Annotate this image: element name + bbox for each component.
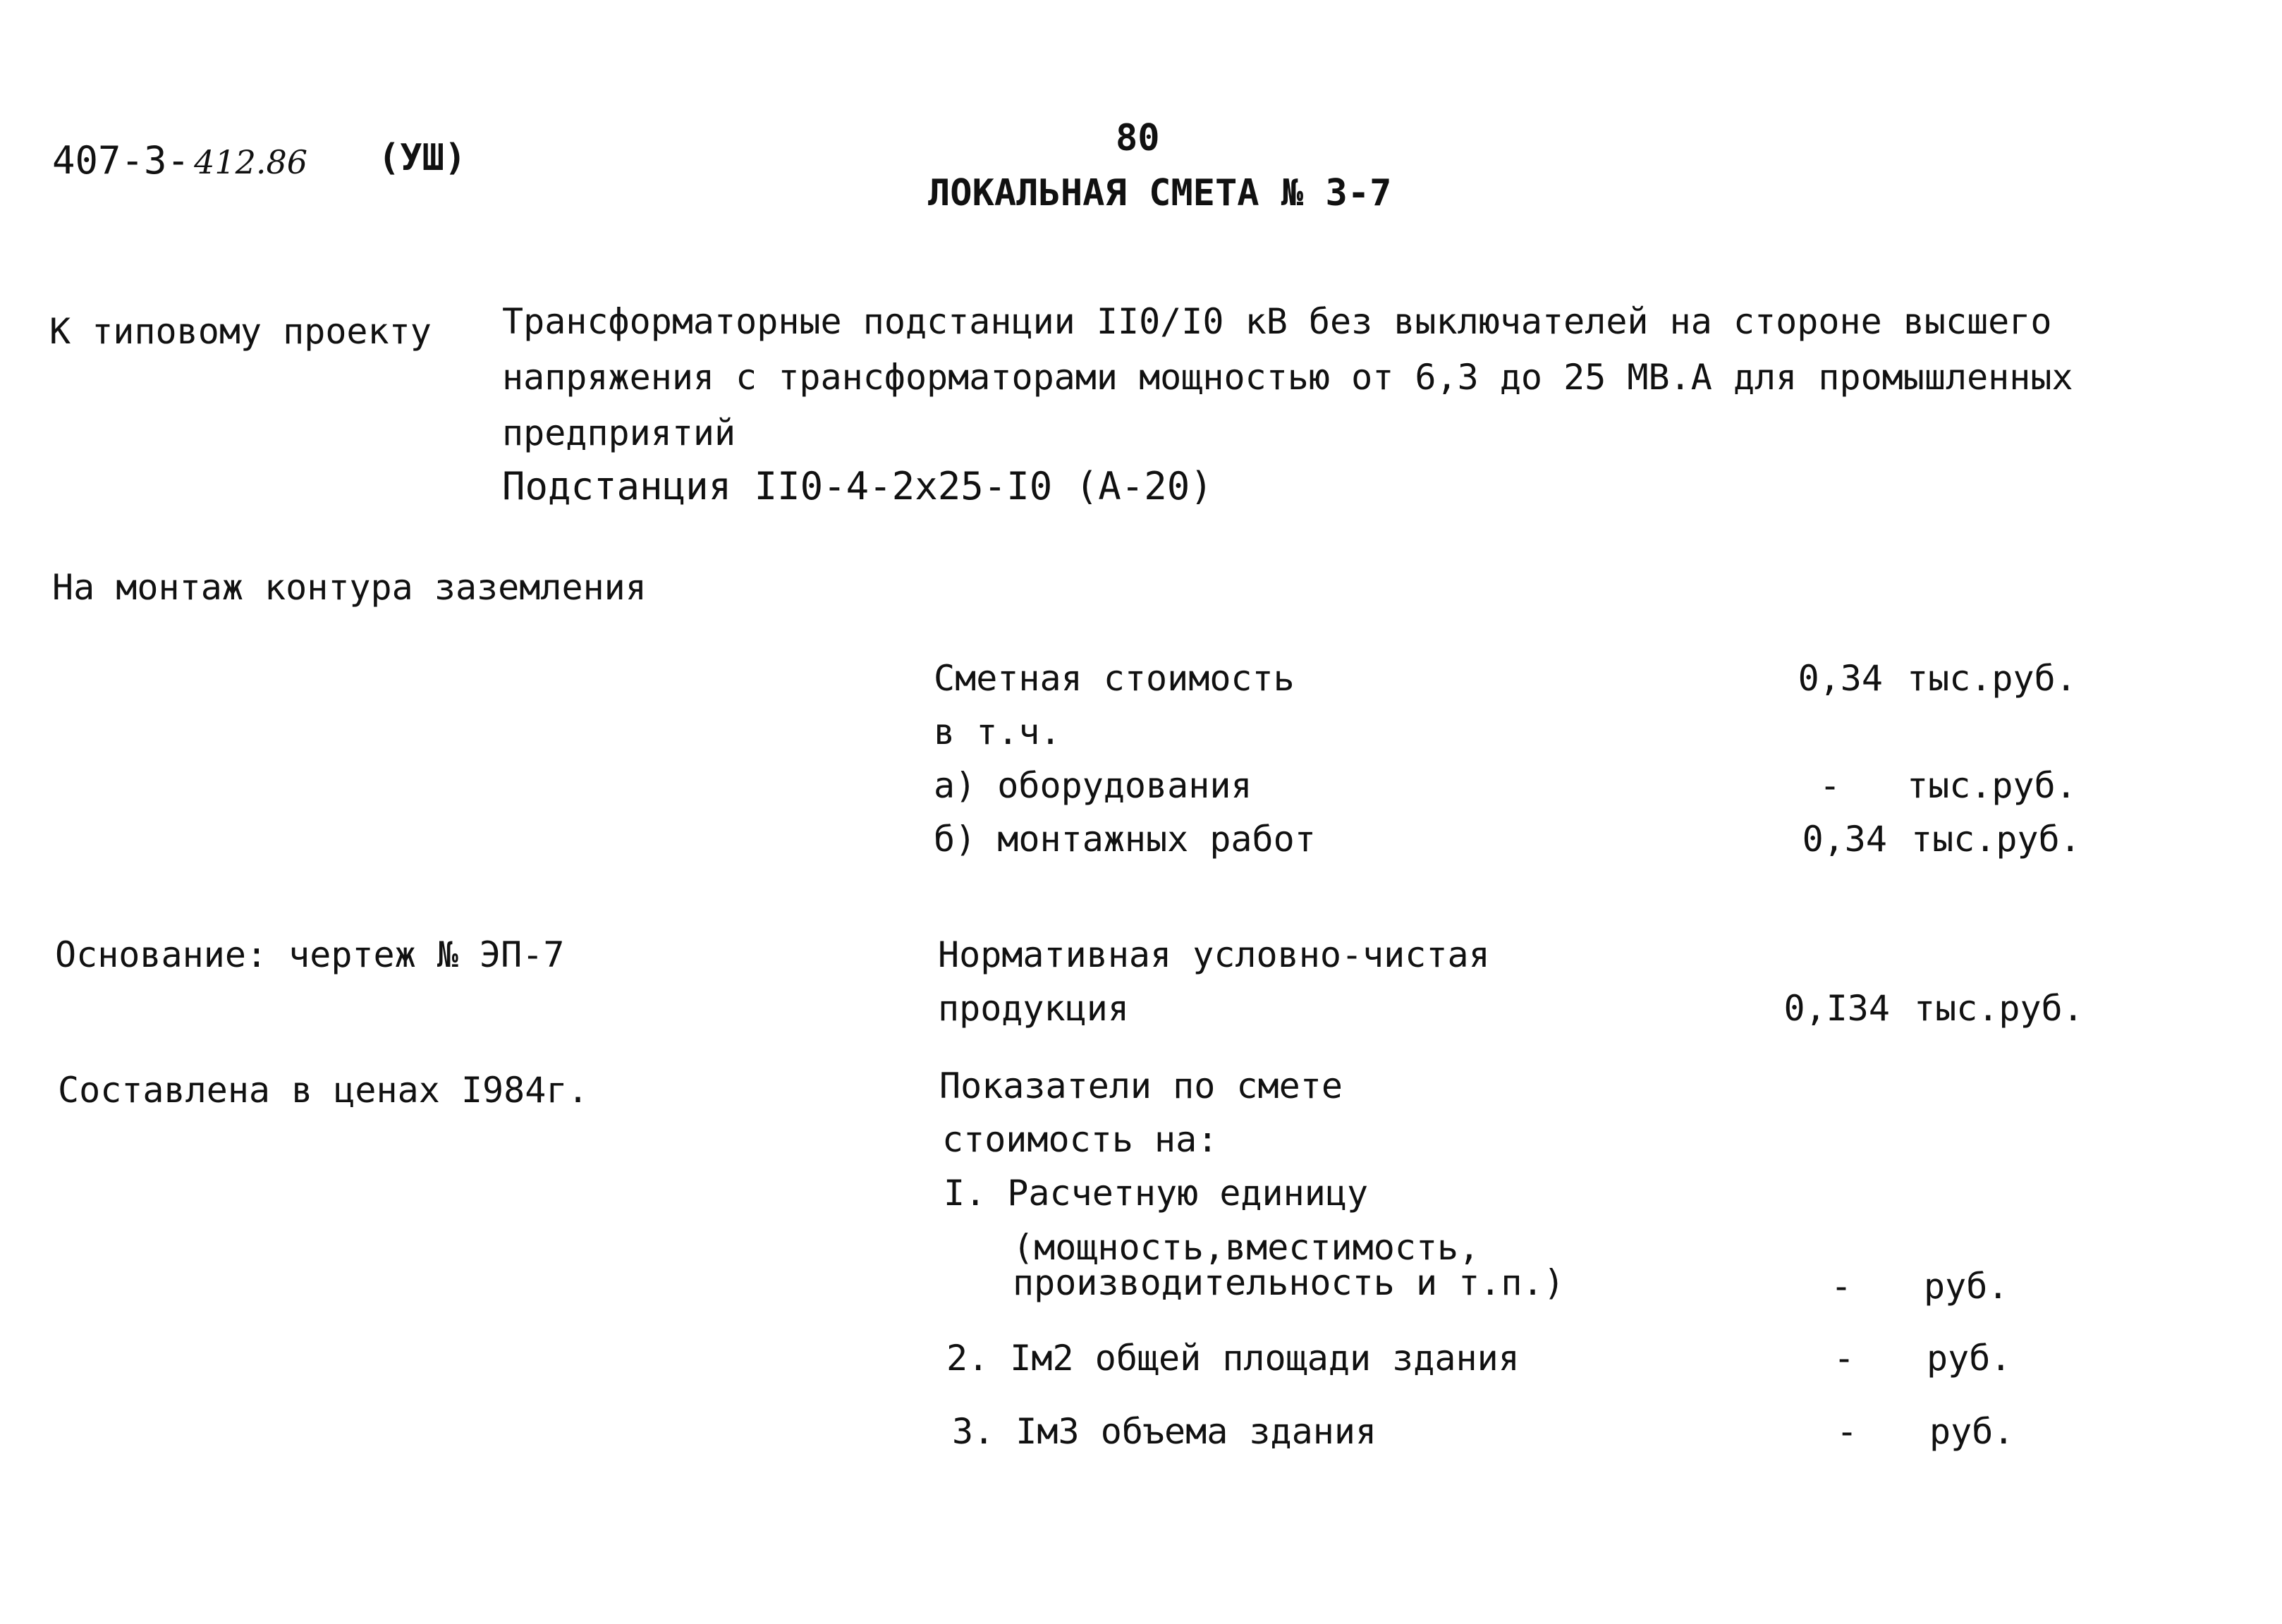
indicator-2-unit: руб. [1927,1338,2012,1379]
equipment-value: - [1819,765,1841,806]
project-line-3: предприятий [502,413,736,453]
prices-year: Составлена в ценах I984г. [58,1070,589,1111]
doc-code-handwritten: 412.86 [194,143,308,181]
normative-line-1: Нормативная условно-чистая [938,934,1490,975]
cost-value: 0,34 [1798,658,1883,699]
indicator-2-value: - [1833,1338,1855,1379]
album-mark: (УШ) [378,137,467,179]
install-label: б) монтажных работ [934,819,1316,860]
doc-code [52,140,307,183]
indicator-1-line-1: I. Расчетную единицу [944,1173,1369,1214]
project-label: К типовому проекту [49,311,432,352]
indicator-3-label: 3. Iм3 объема здания [952,1411,1377,1452]
indicator-3-unit: руб. [1929,1411,2015,1452]
indicators-heading-2: стоимость на: [942,1119,1219,1160]
project-line-4: Подстанция II0-4-2х25-I0 (А-20) [502,464,1213,508]
install-value: 0,34 [1802,819,1887,860]
doc-code-printed: 407-3- [52,138,190,183]
equipment-unit: тыс.руб. [1907,765,2077,806]
indicator-1-unit: руб. [1924,1266,2009,1307]
indicator-2-label: 2. Iм2 общей площади здания [946,1338,1520,1379]
install-unit: тыс.руб. [1911,819,2081,860]
cost-label: Сметная стоимость [934,658,1295,699]
indicators-heading-1: Показатели по смете [939,1066,1343,1106]
normative-value: 0,I34 [1783,988,1890,1029]
purpose: На монтаж контура заземления [52,567,647,608]
normative-unit: тыс.руб. [1914,988,2084,1029]
page-title: ЛОКАЛЬНАЯ СМЕТА № 3-7 [928,172,1392,214]
indicator-1-line-3: производительность и т.п.) [1013,1262,1565,1303]
indicator-3-value: - [1836,1411,1858,1452]
indicator-1-value: - [1831,1266,1853,1307]
normative-line-2: продукция [938,988,1129,1029]
basis: Основание: чертеж № ЭП-7 [55,934,565,975]
indicator-1-line-2: (мощность,вместимость, [1013,1227,1480,1268]
page-number: 80 [1116,117,1160,159]
cost-including: в т.ч. [934,712,1061,752]
equipment-label: а) оборудования [934,765,1252,806]
project-line-2: напряжения с трансформаторами мощностью от 6,3 до 25 МВ.А для промышленных [502,357,2073,398]
cost-unit: тыс.руб. [1907,658,2077,699]
project-line-1: Трансформаторные подстанции II0/I0 кВ без выключателей на стороне высшего [502,301,2052,342]
